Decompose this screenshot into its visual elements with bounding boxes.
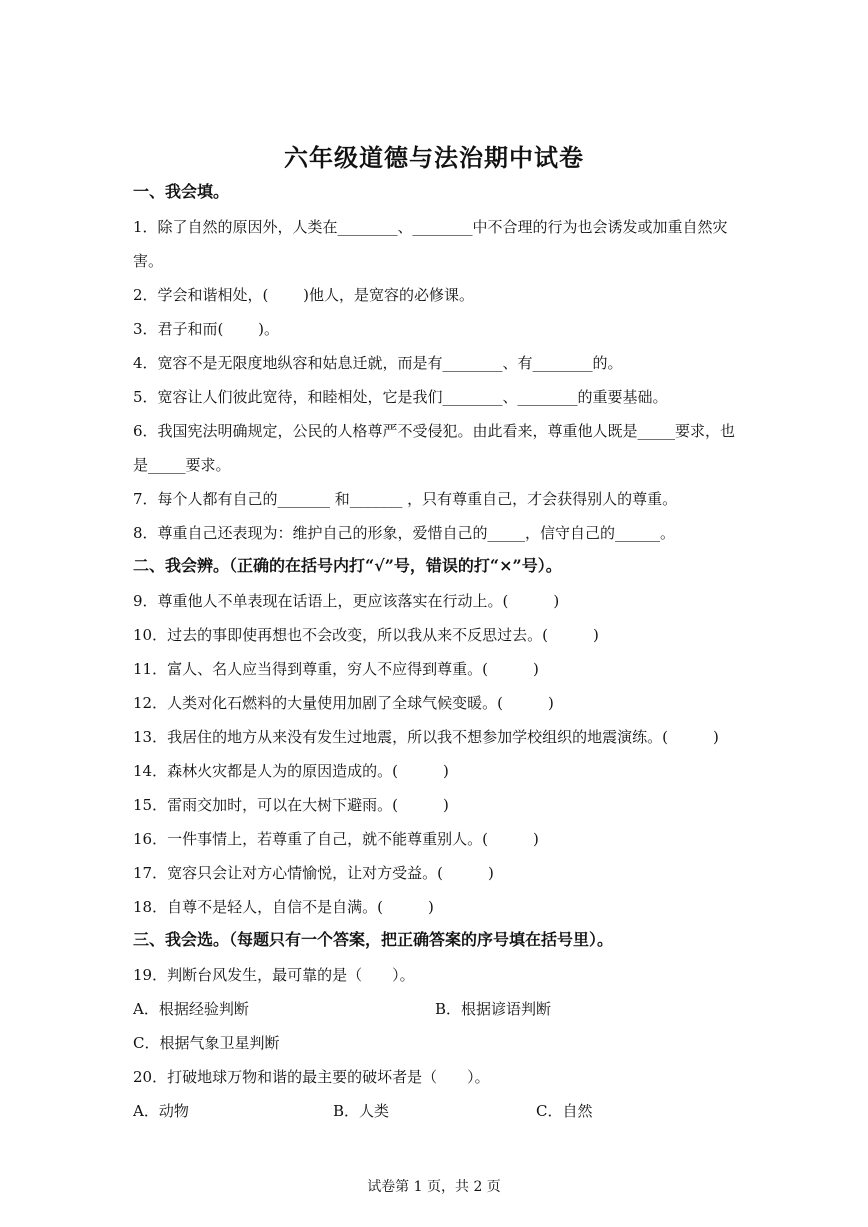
question-8: 8．尊重自己还表现为：维护自己的形象，爱惜自己的_____，信守自己的______。	[133, 524, 676, 542]
question-18: 18．自尊不是轻人，自信不是自满。( )	[133, 898, 434, 916]
question-3: 3．君子和而( )。	[133, 320, 280, 338]
question-20-option-b: B．人类	[333, 1102, 390, 1120]
question-7: 7．每个人都有自己的_______ 和_______ ，只有尊重自己，才会获得别人的尊重。	[133, 490, 678, 508]
page-footer: 试卷第 1 页，共 2 页	[367, 1179, 501, 1195]
question-14: 14．森林火灾都是人为的原因造成的。( )	[133, 762, 449, 780]
question-5: 5．宽容让人们彼此宽待，和睦相处，它是我们________、________的重要基础。	[133, 388, 668, 406]
section-choose: 三、我会选。（每题只有一个答案，把正确答案的序号填在括号里）。	[133, 930, 614, 949]
section-fill-in: 一、我会填。	[133, 182, 230, 201]
question-19-option-b: B．根据谚语判断	[435, 1000, 552, 1018]
question-12: 12．人类对化石燃料的大量使用加剧了全球气候变暖。( )	[133, 694, 554, 712]
question-20: 20．打破地球万物和谐的最主要的破坏者是（ ）。	[133, 1068, 490, 1086]
question-6: 6．我国宪法明确规定，公民的人格尊严不受侵犯。由此看来，尊重他人既是_____要求，也	[133, 422, 736, 440]
question-10: 10．过去的事即使再想也不会改变，所以我从来不反思过去。( )	[133, 626, 599, 644]
section-judge: 二、我会辨。（正确的在括号内打“√”号，错误的打“×”号）。	[133, 556, 562, 575]
question-1-cont: 害。	[133, 252, 164, 270]
page-title: 六年级道德与法治期中试卷	[284, 143, 584, 172]
question-20-option-a: A．动物	[133, 1102, 189, 1120]
question-6-cont: 是_____要求。	[133, 456, 231, 474]
question-1: 1．除了自然的原因外，人类在________、________中不合理的行为也会诱发或加重自然灾	[133, 218, 728, 236]
question-4: 4．宽容不是无限度地纵容和姑息迁就，而是有________、有________的。	[133, 354, 623, 372]
question-11: 11．富人、名人应当得到尊重，穷人不应得到尊重。( )	[133, 660, 539, 678]
question-17: 17．宽容只会让对方心情愉悦，让对方受益。( )	[133, 864, 494, 882]
question-13: 13．我居住的地方从来没有发生过地震，所以我不想参加学校组织的地震演练。( )	[133, 728, 719, 746]
question-19-option-a: A．根据经验判断	[133, 1000, 249, 1018]
question-2: 2．学会和谐相处，( )他人，是宽容的必修课。	[133, 286, 475, 304]
question-15: 15．雷雨交加时，可以在大树下避雨。( )	[133, 796, 449, 814]
question-19-option-c: C．根据气象卫星判断	[133, 1034, 280, 1052]
question-20-option-c: C．自然	[536, 1102, 593, 1120]
question-9: 9．尊重他人不单表现在话语上，更应该落实在行动上。( )	[133, 592, 560, 610]
question-16: 16．一件事情上，若尊重了自己，就不能尊重别人。( )	[133, 830, 539, 848]
question-19: 19．判断台风发生，最可靠的是（ ）。	[133, 966, 415, 984]
